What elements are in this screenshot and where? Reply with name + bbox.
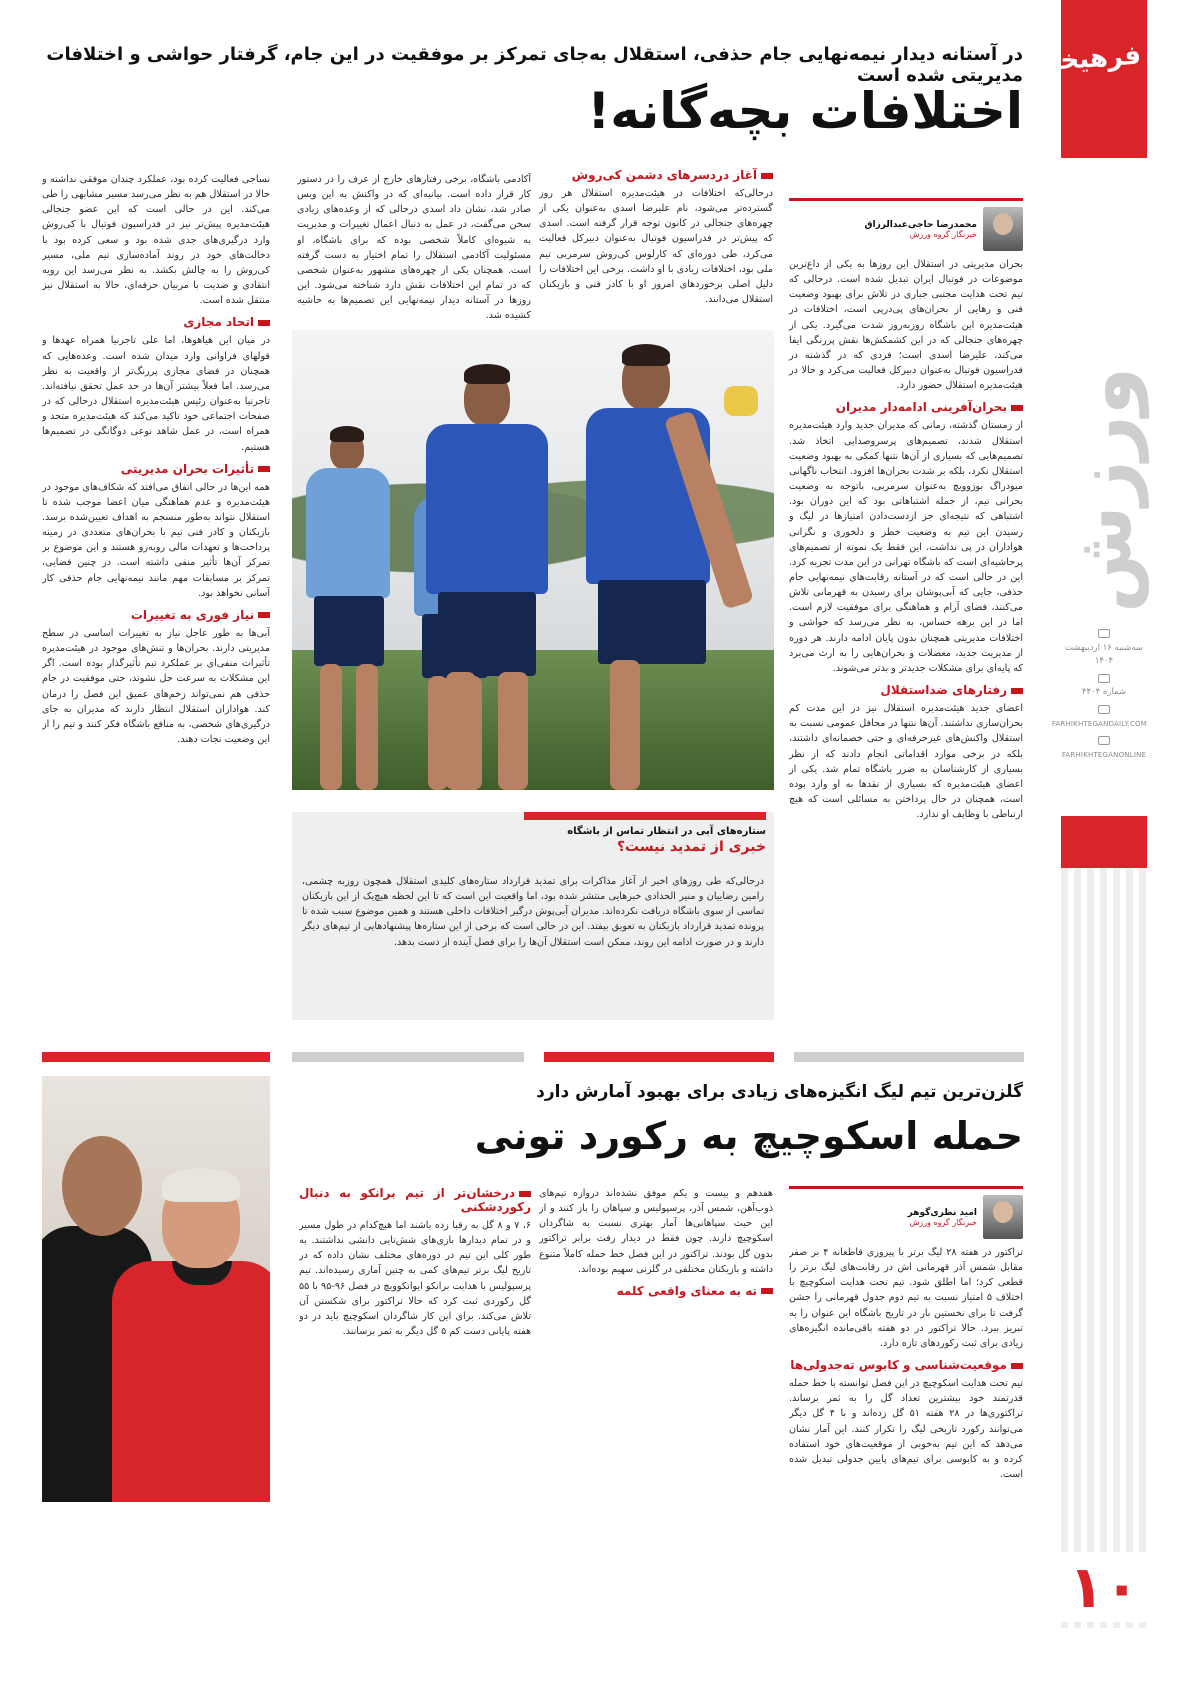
website-row[interactable] [1051,704,1147,731]
issue-row [1061,673,1147,700]
separator [292,1052,524,1062]
social-row[interactable] [1061,735,1147,762]
article2-col1 [789,1186,1023,1626]
player-figure [582,350,772,790]
date-row [1061,628,1147,669]
player-figure [292,430,402,790]
paragraph: اعضای جدید هیئت‌مدیره استقلال نیز در این مدت کم بحران‌سازی نداشتند. آن‌ها نتنها در محافل عمومی نسبت به استقلال واکنش‌های غیرحرفه‌ای و حتی خصمانه‌ای داشتند، بلکه در برخی موارد اقداماتی انجام دادند که از نظر بسیاری از کارشناسان به ضرر باشگاه تمام شد. یکی از اعضای هیئت‌مدیره که بسیاری از نقدها به او وارد بوده است، همچنان در حال پرداختن به مسائلی است که هیچ ارتباطی با وظایف او ندارد. [789,703,1023,821]
section-heading: بحران‌آفرینی ادامه‌دار مدیران [789,400,1023,414]
paragraph: در میان این هیاهوها، اما علی تاجرنیا همراه عهدها و قولهای فراوانی وارد میدان شده است. وعده‌هایی که همچنان در فضای مجازی پررنگ‌تر از واقعیت به نظر می‌رسد. اما فعلاً بیشتر آن‌ها در حد عمل تحقق نیافته‌اند. تاجرنیا به‌عنوان رئیس هیئت‌مدیره استقلال درحالی که در صفحات اجتماعی خود تاکید می‌کند که هیئت‌مدیره متحد و همراه است، در عمل شاهد نوعی دوگانگی در تصمیم‌ها هستیم. [42,335,270,453]
website-url[interactable]: FARHIKHTEGANDAILY.COM [1051,719,1147,728]
author-box [789,198,1023,251]
newspaper-logo: فرهیختگان [1001,40,1142,81]
author-role: خبرنگار گروه ورزش [909,229,977,239]
author-avatar [983,1195,1023,1239]
masthead-logo-block [1001,0,1147,158]
photo-person-head [62,1136,142,1236]
box-title: خبری از تمدید نیست؟ [616,839,766,855]
section-heading: تأثیرات بحران مدیریتی [42,462,270,476]
section-heading: آغاز دردسرهای دشمن کی‌روش [539,168,773,182]
article1-col2 [539,168,773,336]
section-name: ورزش [1059,367,1149,613]
article2-col2 [539,1186,773,1626]
article1-col4 [42,172,270,1052]
box-body [302,874,764,1014]
sidebar-stripes [1061,868,1147,1628]
author-name: محمدرضا حاجی‌عبدالرزاق [864,219,977,230]
issue-date: سه‌شنبه ۱۶ اردیبهشت ۱۴۰۴ [1064,642,1144,667]
section-heading: رفتارهای ضداستقلال [789,683,1023,697]
player-figure [412,370,562,790]
paragraph: ۶، ۷ و ۸ گل به رقبا زده باشند اما هیچ‌کدام در طول مسیر و در تمام دیدارها بازی‌های شش‌تایی دانشی نداشتند. به طور کلی این تیم در دوره‌های مختلف نشان داده که در تاریخ لیگ برتر تیم‌های کمی به چنین آماری رسیده‌اند. تیم پرسپولیس با هدایت برانکو ایوانکوویچ در فصل ۹۶-۹۵ با ۵۵ گل رکوردی ثبت کرد که حالا تراکتور برای شکستن آن تلاش می‌کند. برای این کار شاگردان اسکوچیچ باید در دو هفته پایانی دست کم ۵ گل دیگر به ثمر برسانند. [299,1220,531,1338]
paragraph: بحران مدیریتی در استقلال این روزها به یکی از داغ‌ترین موضوعات در فوتبال ایران تبدیل شده است. درحالی که تیم تحت هدایت مجتبی جباری در تلاش برای بهبود وضعیت فنی و رهایی از بحران‌های پی‌درپی است، اختلافات در هیئت‌مدیره این باشگاه روزبه‌روز شدت می‌گیرد. یکی از چهره‌های جنجالی که در این کشمکش‌ها نقش پررنگی ایفا می‌کند، علیرضا اسدی است؛ فردی که در گذشته در فدراسیون فوتبال به‌عنوان دبیرکل فعالیت می‌کرد و حالا در هیئت‌مدیره استقلال حضور دارد. [789,259,1023,392]
separator [544,1052,774,1062]
article2-headline: حمله اسکوچیچ به رکورد تونی [474,1114,1023,1158]
page-number: ۱۰ [1061,1552,1147,1622]
section-heading: درخشان‌تر از تیم برانکو به دنبال رکوردشکنی [299,1186,531,1214]
paragraph: همه این‌ها در حالی اتفاق می‌افتد که شکاف‌های موجود در هیئت‌مدیره و عدم هماهنگی میان اعضا موجب شده تا استقلال نتواند به‌طور منسجم به اهداف تعیین‌شده برسد. بازیکنان و کادر فنی تیم با بحران‌های متعددی در زمینه پرداخت‌ها و تعهدات مالی روبه‌رو هستند و این موضوع بر تمرکز آن‌ها تأثیر منفی داشته است. در چنین فضایی، تمرکز بر مسابقات مهم مانند نیمه‌نهایی جام حذفی کار آسانی نخواهد بود. [42,481,270,599]
players-photo [292,330,774,790]
section-heading: نیاز فوری به تغییرات [42,608,270,622]
social-handle[interactable]: FARHIKHTEGANONLINE [1061,750,1147,759]
separator [794,1052,1024,1062]
section-heading: موقعیت‌شناسی و کابوس ته‌جدولی‌ها [789,1358,1023,1372]
document-icon [1098,674,1110,683]
paragraph: تیم تحت هدایت اسکوچیچ در این فصل توانسته با خط حمله قدرتمند خود بیشترین تعداد گل را به ثمر برساند. تراکتوری‌ها در ۲۸ هفته ۵۱ گل زده‌اند و با ۴ گل دیگر می‌توانند رکورد تاریخی لیگ را تکرار کنند. این آمار نشان می‌دهد که این تیم به‌خوبی از موقعیت‌های خود استفاده کرده و به کابوسی برای تیم‌های پایین جدولی تبدیل شده است. [789,1378,1023,1481]
paragraph: آبی‌ها به طور عاجل نیاز به تغییرات اساسی در سطح مدیریتی دارند. بحران‌ها و تنش‌های موجود در هیئت‌مدیره تأثیرات منفی‌ای بر عملکرد تیم تأثیرگذار بوده است. اگر این مشکلات به سرعت حل نشوند، حتی موفقیت در جام حذفی هم نمی‌تواند زخم‌های عمیق این فصل را درمان کند. هواداران استقلال انتظار دارند که مدیران به جای درگیری‌های شخصی، به منافع باشگاه فکر کنند و تیم را از این وضعیت نجات دهند. [42,627,270,745]
calendar-icon [1098,629,1110,638]
coach-shirt [112,1261,270,1502]
article1-kicker: در آستانه دیدار نیمه‌نهایی جام حذفی، استقلال به‌جای تمرکز بر موفقیت در این جام، گرفتار حواشی و اختلافات مدیریتی شده است [46,44,1023,86]
coach-photo [42,1076,270,1502]
instagram-icon [1098,736,1110,745]
box-header [524,826,766,855]
section-heading: ته به معنای واقعی کلمه [539,1284,773,1298]
section-heading: اتحاد مجازی [42,315,270,329]
sidebar-red-accent [1061,816,1147,868]
paragraph: نساجی فعالیت کرده بود، عملکرد چندان موفقی نداشته و حالا در استقلال هم به نظر می‌رسد مسیر مشابهی را طی می‌کند. این در حالی است که این عضو جنجالی هیئت‌مدیره پیش‌تر نیز در فدراسیون فوتبال با کی‌روش وارد درگیری‌های جدی شده بود و سعی کرده بود با دخالت‌های خود در روند آماده‌سازی تیم ملی، مسیر کی‌روش را به چالش بکشد. به نظر می‌رسد این رویه انتقادی و ضدیت با مربیان حرفه‌ای، حالا به استقلال نیز منتقل شده است. [42,174,270,307]
issue-info [1051,628,1147,766]
paragraph: از زمستان گذشته، زمانی که مدیران جدید وارد هیئت‌مدیره استقلال شدند، تصمیم‌های پرسروصدایی اتخاذ شد. تصمیم‌هایی که بسیاری از آن‌ها نتنها کمکی به بهبود وضعیت استقلال نکرد، بلکه بر شدت بحران‌ها افزود. انتخاب ناگهانی میودراگ بوژوویچ به‌عنوان سرمربی، باتوجه به وضعیت بحرانی تیم، از جمله اشتباهاتی بود که این دوران بود. اشتباهی که نتیجه‌ای جز ازدست‌دادن امتیازها در لیگ و رسیدن این تیم به وضعیت خطر و دلخوری و نگرانی هواداران در پی نداشت. این فقط یک نمونه از تصمیم‌های پرحاشیه‌ای است که باشگاه تهرانی در این مدت تجربه کرد. این در حالی است که در آستانه رقابت‌های نیمه‌نهایی جام حذفی، جایی که آبی‌پوشان برای رسیدن به قهرمانی تلاش می‌کنند، فضای آرام و هماهنگی برای موفقیت لازم است. اما در این برهه حساس، به نظر می‌رسد که حواشی و اختلافات مدیریتی همچنان بدون پایان ادامه دارند. هر دوره از مدیریت جدید، معضلات و بحران‌هایی را به ارث می‌برد که پایه‌ای برای مشکلات جدیدتر و بدتر می‌شوند. [789,420,1023,674]
issue-number: شماره ۴۴۰۴ [1081,687,1127,698]
separator [42,1052,270,1062]
section-banner [1059,300,1149,680]
author-avatar [983,207,1023,251]
paragraph: آکادمی باشگاه، برخی رفتارهای خارج از عرف را در دستور کار قرار داده است. بیانیه‌ای که در واکنش به این ویس صادر شد، نشان داد اسدی درحالی که از وعده‌های زیادی سخن می‌گفت، در عمل به دنبال اعمال تغییرات و مدیریت به شیوه‌ای کاملاً شخصی بوده که برای باشگاه، او مسئولیت آکادمی استقلال را تمام اختیار به دست گرفته است. همچنان یکی از چهره‌های مشهور به‌عنوان شخصی که در تمام این اختلافات نقش دارد شناخته می‌شود. این روزها در آستانه دیدار نیمه‌نهایی این تصمیم‌ها به حاشیه کشیده شد. [297,174,531,322]
paragraph: تراکتور در هفته ۲۸ لیگ برتر با پیروزی قاطعانه ۴ بر صفر مقابل شمس آذر قهرمانی اش در رقابت‌های لیگ برتر را قطعی کرد؛ اما اطلق شود. تیم تحت هدایت اسکوچیچ با اختلاف ۵ امتیاز نسبت به تیم دوم جدول قهرمانی را جشن گرفت تا برای نخستین بار در تاریخ باشگاه این عنوان را به تبریز ببرد. حالا تراکتور در دو هفته باقی‌مانده انگیزه‌های زیادی برای ثبت رکوردهای تازه دارد. [789,1247,1023,1349]
coach-hair [162,1168,240,1202]
author-name: امید نظری‌گوهر [907,1207,977,1218]
paragraph: درحالی‌که طی روزهای اخیر از آغاز مذاکرات برای تمدید قرارداد ستاره‌های کلیدی استقلال همچون روزبه چشمی، رامین رضاییان و منیر الحدادی خبرهایی منتشر شده بود، اما واقعیت این است که تا این لحظه هیچ‌یک از این بازیکنان تماسی از سوی باشگاه دریافت نکرده‌اند. مدیران آبی‌پوش درگیر اختلافات داخلی هستند و همین موضوع سبب شده تا پرونده تمدید قرارداد بازیکنان به تعویق بیفتد. این در حالی است که برخی از این ستاره‌ها پیشنهادهایی از تیم‌های دیگر دارند و در صورت ادامه این روند، ممکن است استقلال آن‌ها را برای فصل آینده از دست بدهد. [302,876,764,948]
author-box [789,1186,1023,1239]
sidebar-box [292,812,774,1020]
paragraph: درحالی‌که اختلافات در هیئت‌مدیره استقلال هر روز گسترده‌تر می‌شود، نام علیرضا اسدی به‌عنوان یکی از چهره‌های جنجالی در کانون توجه قرار گرفته است. اسدی که پیش‌تر در فدراسیون فوتبال به‌عنوان دبیرکل فعالیت می‌کرد، طی دوره‌ای که کارلوس کی‌روش سرمربی تیم ملی بود، اختلافات زیادی با او داشت. برخی این اختلافات را دلیل اصلی برخوردهای امروز او با کادر فنی و بازیکنان استقلال می‌دانند. [539,188,773,306]
article1-col3 [297,172,531,332]
article1-headline: اختلافات بچه‌گانه! [587,82,1023,140]
globe-icon [1098,705,1110,714]
box-accent-bar [524,812,766,820]
article1-col1 [789,198,1023,825]
article2-kicker: گلزن‌ترین تیم لیگ انگیزه‌های زیادی برای بهبود آمارش دارد [536,1082,1023,1102]
paragraph: هفدهم و بیست و یکم موفق نشده‌اند دروازه تیم‌های ذوب‌آهن، شمس آذر، پرسپولیس و سپاهان را باز کنند و از این حیث سپاهانی‌ها آمار بهتری نسبت به شاگردان اسکوچیچ دارند. چون فقط در دیدار رفت برابر تراکتور بدون گل بودند. تراکتور در این فصل خط حمله کاملاً متنوع داشته و بازیکنان مختلفی در گلزنی سهیم بوده‌اند. [539,1188,773,1275]
article2-col3 [299,1186,531,1626]
author-role: خبرنگار گروه ورزش [909,1217,977,1227]
box-kicker: ستاره‌های آبی در انتظار تماس از باشگاه [567,826,766,837]
